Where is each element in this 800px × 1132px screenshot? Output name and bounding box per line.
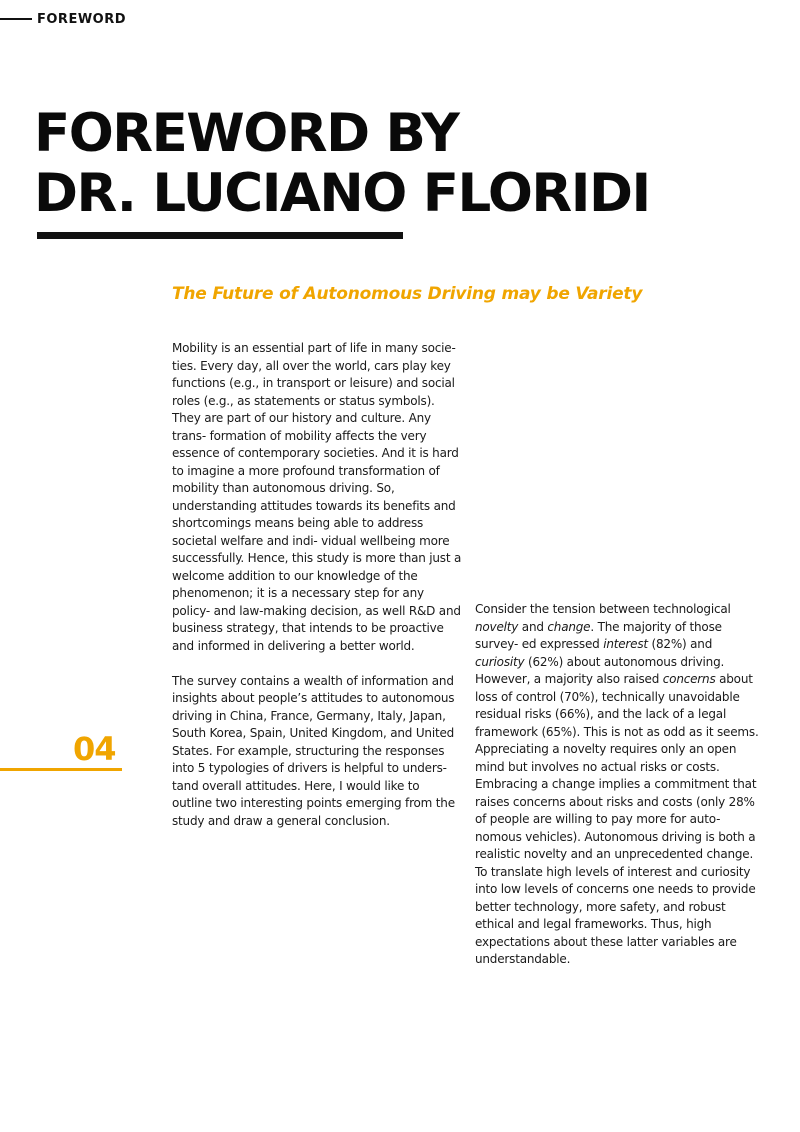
emphasis-novelty: novelty [475,619,519,634]
title-line-2: DR. LUCIANO FLORIDI [34,163,650,224]
emphasis-change: change [547,619,591,634]
text-span: and [518,619,548,634]
section-label: FOREWORD [37,12,127,27]
emphasis-interest: interest [603,637,648,651]
page-number-rule [0,768,122,771]
header-rule [0,18,32,20]
paragraph-2: The survey contains a wealth of information and insights about people’s attitudes to autonomous driving in China, France, Germany, Italy, Japan, South Korea, Spain, United Kingdom, and United States. For example, structuring the responses into 5 typologies of drivers is helpful to unders- tand overall attitudes. Here, I would like to outline two interesting points emerging from the study and draw a general conclusion. [172,673,455,828]
paragraph-1: Mobility is an essential part of life in many socie- ties. Every day, all over the world, cars play key functions (e.g., in transport or leisure) and social roles (e.g., as statements or status symbols). They are part of our history and culture. Any trans- formation of mobility affects the very essence of contemporary societies. And it is hard to imagine a more profound transformation of mobility than autonomous driving. So, understanding attitudes towards its benefits and shortcomings means being able to address societal welfare and indi- vidual wellbeing more successfully. Hence, this study is more than just a welcome addition to our knowledge of the phenomenon; it is a necessary step for any policy- and law-making decision, as well R&D and business strategy, that intends to be proactive and informed in delivering a better world. [172,341,462,653]
text-span: Consider the tension between technological [475,602,731,616]
title-line-1: FOREWORD BY [34,103,459,164]
emphasis-concerns: concerns [662,672,716,686]
text-span: (62%) about autonomous driving. However, a majority also raised [475,654,725,686]
paragraph-3 [475,601,765,969]
page-number: 04 [73,730,116,768]
text-span: (82%) and [647,637,713,651]
page-title [34,104,794,224]
right-column [475,601,765,986]
text-span: . The majority of those survey- ed expressed [475,619,722,651]
article-subtitle: The Future of Autonomous Driving may be Variety [172,284,643,304]
emphasis-curiosity: curiosity [475,654,525,669]
left-column [172,340,462,848]
title-underline [37,232,403,239]
text-span: about loss of control (70%), technically unavoidable residual risks (66%), and the lack of a legal framework (65%). This is not as odd as it seems. Appreciating a novelty requires only an open mind but involves no actual risks or costs. Embracing a change implies a commitment that raises concerns about risks and costs (only 28% of people are willing to pay more for auto- nomous vehicles). Autonomous driving is both a realistic novelty and an unprecedented change. To translate high levels of interest and curiosity into low levels of concerns one needs to provide better technology, more safety, and robust ethical and legal frameworks. Thus, high expectations about these latter variables are understandable. [475,672,759,966]
